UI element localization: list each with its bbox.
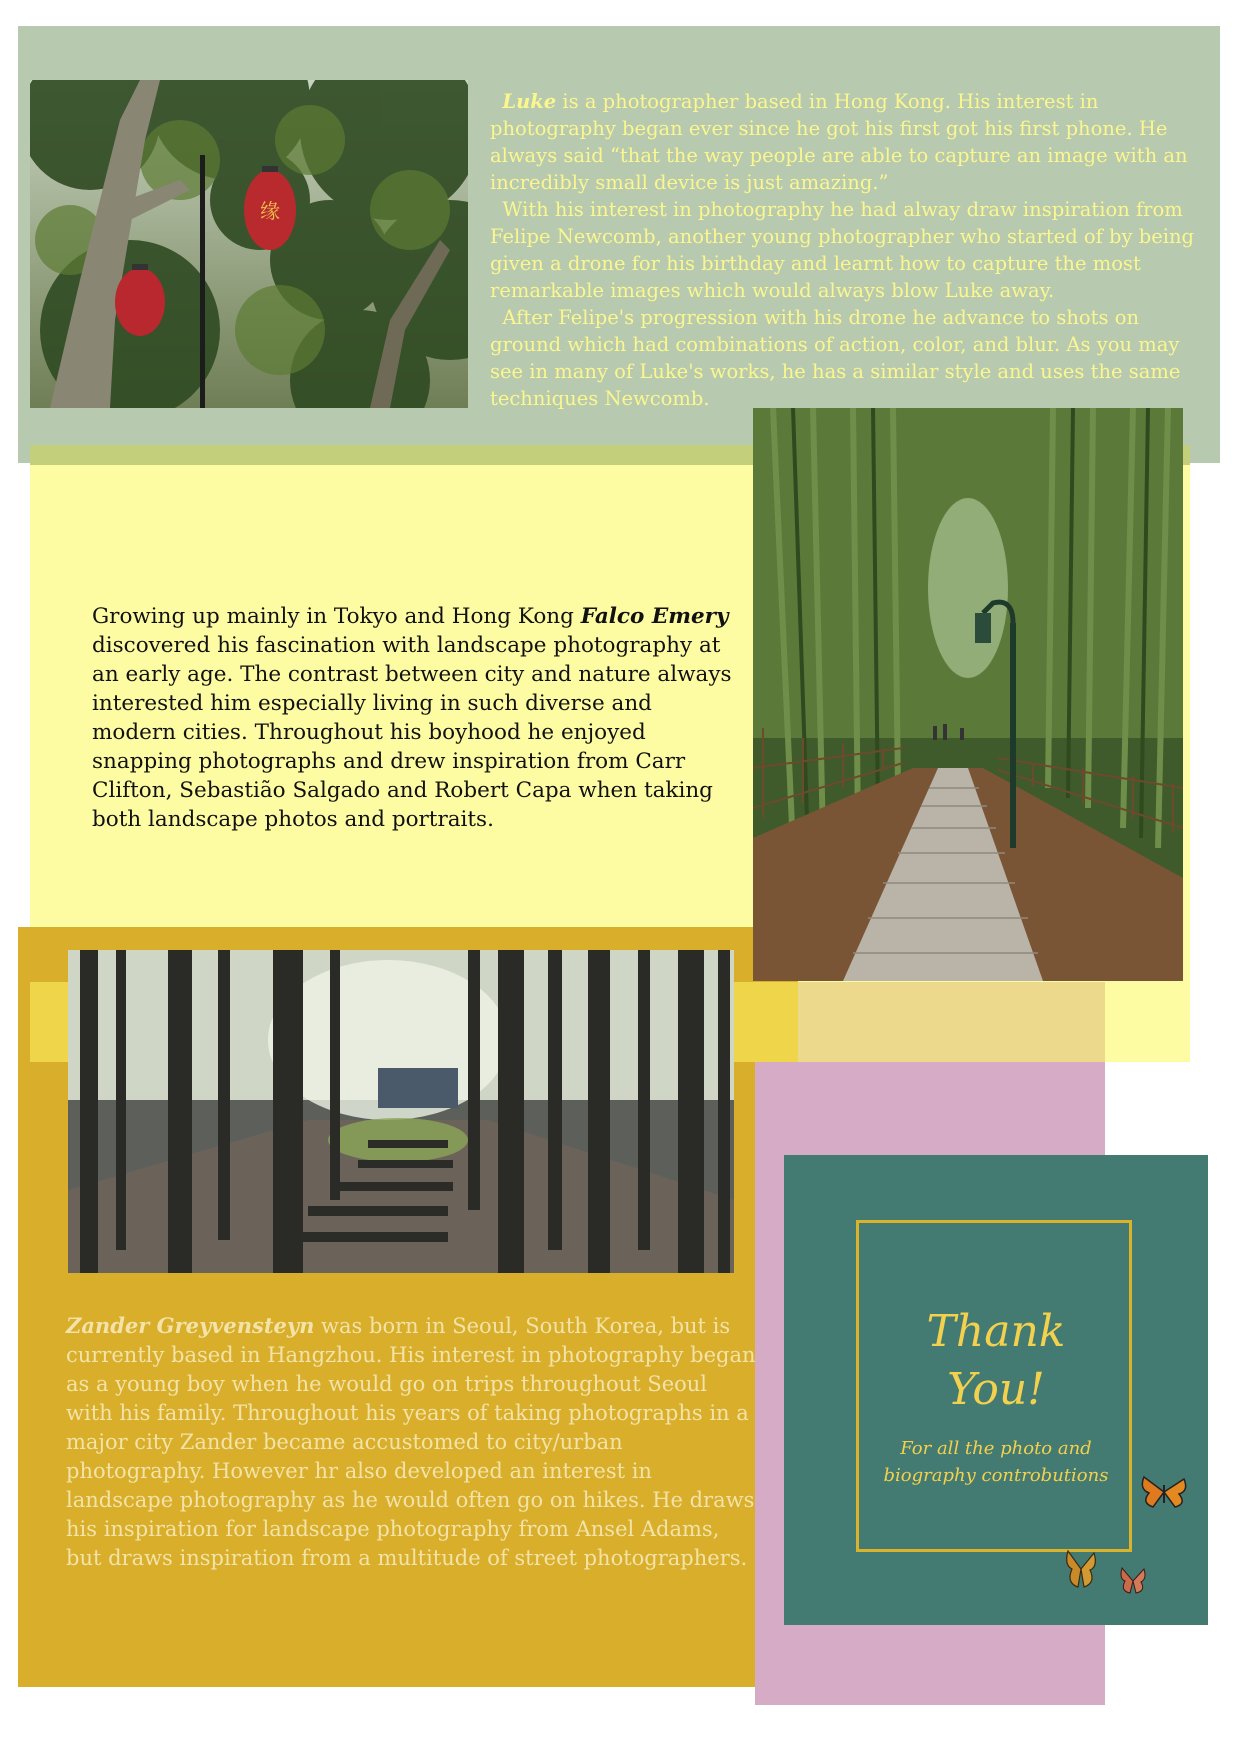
luke-name: Luke bbox=[502, 90, 557, 113]
bamboo-path-photo bbox=[753, 408, 1183, 981]
luke-paragraph-1: Luke is a photographer based in Hong Kong. His interest in photography began ever since he got his first got his first phone. He always said “that the way people are able to capture an image with an incredibly small device is just amazing.” bbox=[490, 90, 1188, 194]
pink-yellow-overlap-band bbox=[798, 982, 1105, 1062]
falco-name: Falco Emery bbox=[580, 604, 729, 629]
svg-text:缘: 缘 bbox=[260, 199, 280, 223]
luke-paragraph-3: After Felipe's progression with his drone he advance to shots on ground which had combinations of action, color, and blur. As you may see in many of Luke's works, he has a similar style and uses the same techniques Newcomb. bbox=[490, 306, 1181, 410]
thank-you-subtitle: For all the photo and biography controbutions bbox=[883, 1438, 1109, 1486]
bamboo-stairs-photo bbox=[68, 950, 734, 1273]
butterfly-icon bbox=[1064, 1545, 1098, 1593]
zander-name: Zander Greyvensteyn bbox=[66, 1313, 315, 1338]
luke-paragraph-2: With his interest in photography he had alway draw inspiration from Felipe Newcomb, another young photographer who started of by being given a drone for his birthday and learnt how to capture the most remarkable images which would always blow Luke away. bbox=[490, 198, 1195, 302]
lantern-tree-photo bbox=[30, 80, 468, 408]
thank-you-card bbox=[784, 1155, 1208, 1625]
zander-bio: Zander Greyvensteyn was born in Seoul, South Korea, but is currently based in Hangzhou. His interest in photography began as a young boy when he would go on trips throughout Seoul with his family. Throughout his years of taking photographs in a major city Zander became accustomed to city/urban photography. However hr also developed an interest in landscape photography as he would often go on hikes. He draws his inspiration for landscape photography from Ansel Adams, but draws inspiration from a multitude of street photographers. bbox=[66, 1313, 756, 1570]
thank-you-title: Thank You! bbox=[926, 1306, 1066, 1415]
luke-bio bbox=[490, 88, 1205, 412]
butterfly-icon bbox=[1119, 1565, 1147, 1597]
falco-bio: Growing up mainly in Tokyo and Hong Kong Falco Emery discovered his fascination with landscape photography at an early age. The contrast between city and nature always interested him especially living in such diverse and modern cities. Throughout his boyhood he enjoyed snapping photographs and drew inspiration from Carr Clifton, Sebastião Salgado and Robert Capa when taking both landscape photos and portraits. bbox=[92, 604, 732, 832]
butterfly-icon bbox=[1139, 1473, 1189, 1511]
